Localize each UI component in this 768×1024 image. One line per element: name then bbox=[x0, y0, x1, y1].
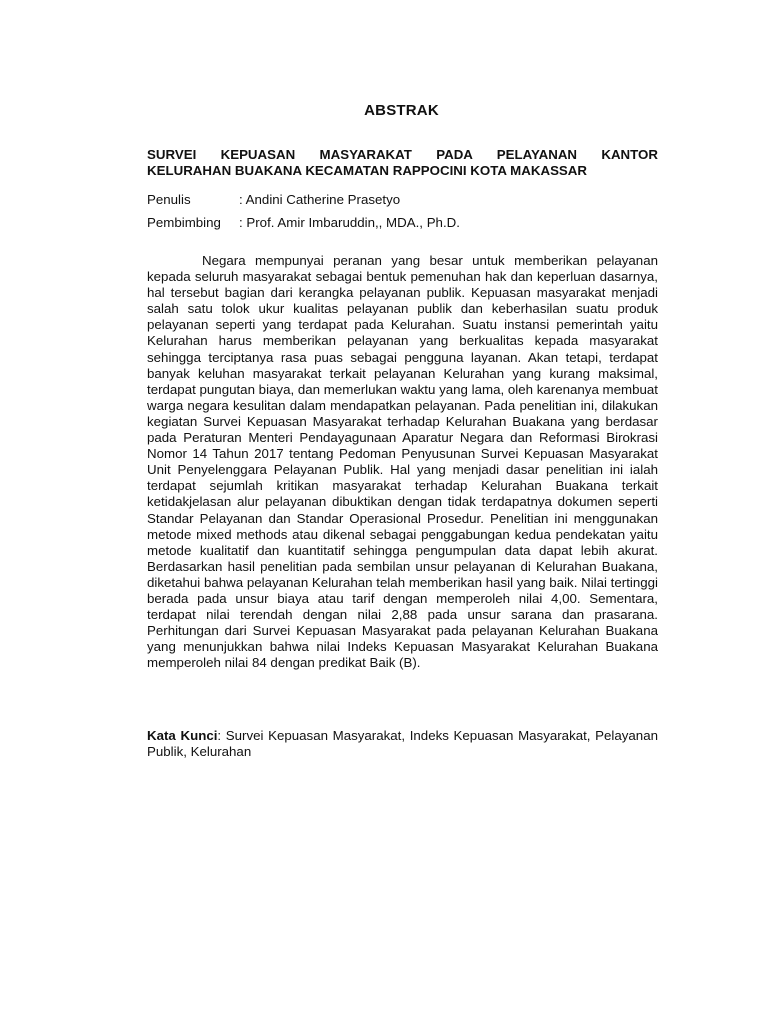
supervisor-label: Pembimbing bbox=[147, 215, 221, 230]
keywords-label: Kata Kunci bbox=[147, 728, 218, 743]
supervisor-value: : Prof. Amir Imbaruddin,, MDA., Ph.D. bbox=[239, 215, 460, 230]
abstract-text: Negara mempunyai peranan yang besar untuk memberikan pelayanan kepada seluruh masyarakat sebagai bentuk pemenuhan hak dan keperluan dasarnya, hal tersebut bagian dari kerangka pelayanan publik. Kepuasan masyarakat menjadi salah satu tolok ukur kualitas pelayanan publik dan keberhasilan suatu produk pelayanan seperti yang terdapat pada Kelurahan. Suatu instansi pemerintah yaitu Kelurahan harus memberikan pelayanan yang berkualitas kepada masyarakat sehingga terciptanya rasa puas sebagai pengguna layanan. Akan tetapi, terdapat banyak keluhan masyarakat terkait pelayanan Kelurahan yang kurang maksimal, terdapat pungutan biaya, dan memerlukan waktu yang lama, oleh karenanya membuat warga negara kesulitan dalam mendapatkan pelayanan. Pada penelitian ini, dilakukan kegiatan Survei Kepuasan Masyarakat terhadap Kelurahan Buakana yang berdasar pada Peraturan Menteri Pendayagunaan Aparatur Negara dan Reformasi Birokrasi Nomor 14 Tahun 2017 tentang Pedoman Penyusunan Survei Kepuasan Masyarakat Unit Penyelenggara Pelayanan Publik. Hal yang menjadi dasar penelitian ini ialah terdapat sejumlah kritikan masyarakat terhadap Kelurahan Buakana terkait ketidakjelasan alur pelayanan dibuktikan dengan tidak terdapatnya dokumen seperti Standar Pelayanan dan Standar Operasional Prosedur. Penelitian ini menggunakan metode mixed methods atau dikenal sebagai penggabungan kedua pendekatan yaitu metode kualitatif dan kuantitatif sehingga pengumpulan data dapat lebih akurat. Berdasarkan hasil penelitian pada sembilan unsur pelayanan di Kelurahan Buakana, diketahui bahwa pelayanan Kelurahan telah memberikan hasil yang baik. Nilai tertinggi berada pada unsur biaya atau tarif dengan memperoleh nilai 4,00. Sementara, terdapat nilai terendah dengan nilai 2,88 pada unsur sarana dan prasarana. Perhitungan dari Survei Kepuasan Masyarakat pada pelayanan Kelurahan Buakana yang menunjukkan bahwa nilai Indeks Kepuasan Masyarakat Kelurahan Buakana memperoleh nilai 84 dengan predikat Baik (B). bbox=[147, 253, 658, 671]
supervisor-row bbox=[147, 215, 658, 231]
abstract-heading: ABSTRAK bbox=[364, 102, 439, 119]
abstract-paragraph bbox=[147, 253, 658, 671]
keywords-text: : Survei Kepuasan Masyarakat, Indeks Kepuasan Masyarakat, Pelayanan Publik, Kelurahan bbox=[147, 728, 658, 760]
author-label: Penulis bbox=[147, 192, 191, 207]
author-row bbox=[147, 192, 658, 208]
keywords-paragraph bbox=[147, 728, 658, 760]
title-line-2: KELURAHAN BUAKANA KECAMATAN RAPPOCINI KOTA MAKASSAR bbox=[147, 163, 588, 178]
author-value: : Andini Catherine Prasetyo bbox=[239, 192, 401, 207]
title-line-1: SURVEI KEPUASAN MASYARAKAT PADA PELAYANAN KANTOR bbox=[147, 147, 658, 162]
document-title bbox=[147, 147, 658, 179]
